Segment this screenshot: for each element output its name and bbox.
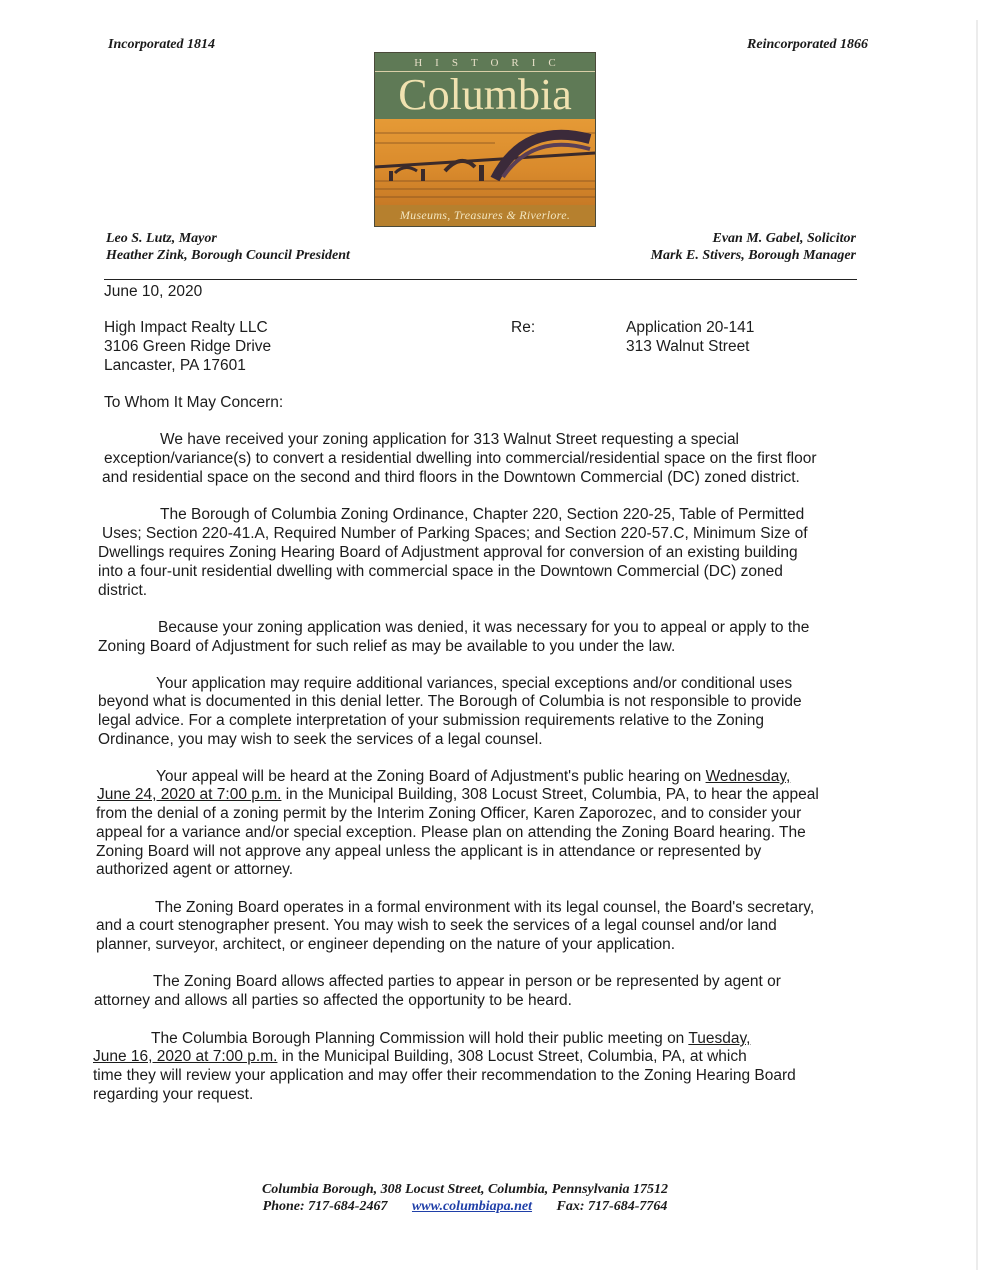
paragraph-line: planner, surveyor, architect, or engineer depending on the nature of your application. <box>96 936 676 953</box>
reincorporated-date: Reincorporated 1866 <box>747 37 868 52</box>
hearing-date-link: June 24, 2020 at 7:00 p.m. <box>97 786 282 803</box>
paragraph-line: from the denial of a zoning permit by the Interim Zoning Officer, Karen Zaporozec, and to consider your <box>96 805 802 822</box>
footer-website-link[interactable]: www.columbiapa.net <box>411 1199 533 1214</box>
paragraph-line: time they will review your application and may offer their recommendation to the Zoning Hearing Board <box>93 1067 796 1084</box>
recipient-address <box>104 318 271 375</box>
paragraph-line: Because your zoning application was denied, it was necessary for you to appeal or apply to the <box>158 619 810 636</box>
paragraph-line: exception/variance(s) to convert a residential dwelling into commercial/residential space on the first floor <box>104 450 817 467</box>
recipient-line: High Impact Realty LLC <box>104 319 268 336</box>
paragraph-line: legal advice. For a complete interpretation of your submission requirements relative to the Zoning <box>98 712 764 729</box>
paragraph-line: The Zoning Board allows affected parties to appear in person or be represented by agent or <box>153 973 781 990</box>
paragraph-line: Zoning Board of Adjustment for such relief as may be available to you under the law. <box>98 638 676 655</box>
paragraph-line: attorney and allows all parties so affected the opportunity to be heard. <box>94 992 572 1009</box>
paragraph-line: Uses; Section 220-41.A, Required Number of Parking Spaces; and Section 220-57.C, Minimum Size of <box>102 525 808 542</box>
scan-edge <box>976 20 978 1270</box>
subject-block <box>626 318 754 356</box>
paragraph-line: The Columbia Borough Planning Commission will hold their public meeting on Tuesday, <box>151 1030 751 1047</box>
paragraph-line: authorized agent or attorney. <box>96 861 294 878</box>
logo-name-text: Columbia <box>398 70 572 119</box>
meeting-date-link: Tuesday, <box>688 1030 751 1047</box>
paragraph-line: The Borough of Columbia Zoning Ordinance, Chapter 220, Section 220-25, Table of Permitted <box>160 506 805 523</box>
footer-fax: Fax: 717-684-7764 <box>556 1199 668 1214</box>
paragraph-line: June 16, 2020 at 7:00 p.m. in the Municipal Building, 308 Locust Street, Columbia, PA, at which <box>93 1048 747 1065</box>
logo-tagline: Museums, Treasures & Riverlore. <box>375 205 595 226</box>
paragraph-line: Your appeal will be heard at the Zoning Board of Adjustment's public hearing on Wednesday, <box>156 768 791 785</box>
header-divider <box>104 279 857 280</box>
recipient-line: 3106 Green Ridge Drive <box>104 338 272 355</box>
paragraph-line: June 24, 2020 at 7:00 p.m. in the Municipal Building, 308 Locust Street, Columbia, PA, to hear the appeal <box>97 786 819 803</box>
logo-historic-text: HISTORIC <box>414 57 569 69</box>
paragraph-line: Your application may require additional variances, special exceptions and/or conditional uses <box>156 675 793 692</box>
paragraph-line: district. <box>98 582 148 599</box>
borough-manager-name: Mark E. Stivers, Borough Manager <box>650 248 856 263</box>
bridge-illustration-icon <box>375 119 595 205</box>
paragraph-line: regarding your request. <box>93 1086 254 1103</box>
application-number: Application 20-141 <box>626 319 755 336</box>
mayor-name: Leo S. Lutz, Mayor <box>106 231 217 246</box>
footer-address: Columbia Borough, 308 Locust Street, Columbia, Pennsylvania 17512 <box>261 1182 669 1197</box>
paragraph-line: and a court stenographer present. You may wish to seek the services of a legal counsel and/or land <box>96 917 777 934</box>
subject-address: 313 Walnut Street <box>626 338 750 355</box>
historic-columbia-logo <box>374 52 596 227</box>
hearing-date-link: Wednesday, <box>705 768 791 785</box>
recipient-line: Lancaster, PA 17601 <box>104 357 246 374</box>
officials-left <box>106 230 350 264</box>
officials-right <box>651 230 856 264</box>
council-president-name: Heather Zink, Borough Council President <box>106 248 350 263</box>
paragraph-line: and residential space on the second and third floors in the Downtown Commercial (DC) zoned district. <box>102 469 800 486</box>
incorporated-date: Incorporated 1814 <box>108 37 215 52</box>
footer <box>0 1181 930 1215</box>
letter-date: June 10, 2020 <box>104 283 203 300</box>
paragraph-line: Zoning Board will not approve any appeal unless the applicant is in attendance or represented by <box>96 843 762 860</box>
paragraph-line: appeal for a variance and/or special exception. Please plan on attending the Zoning Board hearing. The <box>96 824 806 841</box>
paragraph-line: Ordinance, you may wish to seek the services of a legal counsel. <box>98 731 543 748</box>
paragraph-line: Dwellings requires Zoning Hearing Board of Adjustment approval for conversion of an existing building <box>98 544 798 561</box>
paragraph-line: into a four-unit residential dwelling with commercial space in the Downtown Commercial (DC) zoned <box>98 563 783 580</box>
paragraph-line: beyond what is documented in this denial letter. The Borough of Columbia is not responsible to provide <box>98 693 802 710</box>
footer-phone: Phone: 717-684-2467 <box>262 1199 388 1214</box>
meeting-date-link: June 16, 2020 at 7:00 p.m. <box>93 1048 278 1065</box>
re-label: Re: <box>511 319 536 336</box>
paragraph-line: We have received your zoning application for 313 Walnut Street requesting a special <box>160 431 740 448</box>
salutation: To Whom It May Concern: <box>104 394 284 411</box>
paragraph-line: The Zoning Board operates in a formal environment with its legal counsel, the Board's secretary, <box>155 899 815 916</box>
footer-contact <box>0 1198 930 1215</box>
solicitor-name: Evan M. Gabel, Solicitor <box>712 231 856 246</box>
